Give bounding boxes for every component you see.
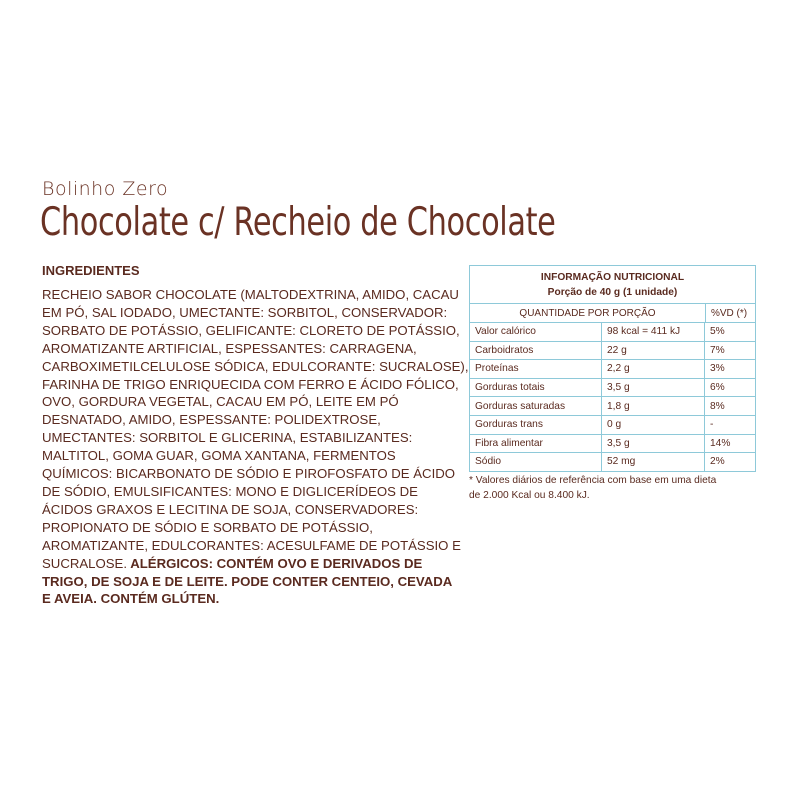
ingredients-line: QUÍMICOS: BICARBONATO DE SÓDIO E PIROFOSFATO DE ÁCIDO — [42, 466, 456, 482]
nutrition-row — [470, 323, 755, 342]
nutrient-name: Carboidratos — [470, 342, 602, 360]
ingredients-line: PROPIONATO DE SÓDIO E SORBATO DE POTÁSSIO, — [42, 519, 373, 535]
product-subtitle: Bolinho Zero — [42, 178, 169, 200]
nutrition-row — [470, 360, 755, 379]
ingredients-line — [42, 555, 472, 573]
ingredients-line: AROMATIZANTE, EDULCORANTES: ACESULFAME DE POTÁSSIO E — [42, 537, 461, 553]
nutrition-table-header — [470, 266, 755, 304]
allergen-warning: TRIGO, DE SOJA E DE LEITE. PODE CONTER CENTEIO, CEVADA — [42, 573, 453, 589]
col-quantity-header: QUANTIDADE POR PORÇÃO — [470, 304, 706, 322]
ingredients-last-text: SUCRALOSE. — [42, 555, 128, 571]
nutrient-vd: 5% — [710, 326, 725, 338]
nutrition-table — [469, 265, 756, 472]
nutrient-amount: 0 g — [602, 416, 705, 434]
ingredients-line: RECHEIO SABOR CHOCOLATE (MALTODEXTRINA, AMIDO, CACAU — [42, 287, 459, 302]
nutrient-vd: 8% — [710, 400, 725, 412]
nutrient-amount: 1,8 g — [602, 397, 705, 415]
ingredients-line: SORBATO DE POTÁSSIO, GELIFICANTE: CLORETO DE POTÁSSIO, — [42, 322, 460, 338]
nutrient-amount: 3,5 g — [602, 379, 705, 397]
nutrient-vd: 6% — [710, 382, 725, 394]
nutrient-amount: 22 g — [602, 342, 705, 360]
nutrition-row — [470, 435, 755, 454]
ingredients-line: CARBOXIMETILCELULOSE SÓDICA, EDULCORANTE: SUCRALOSE), — [42, 358, 469, 374]
nutrient-vd: - — [710, 419, 714, 431]
ingredients-text — [42, 286, 472, 608]
nutrition-row — [470, 453, 755, 471]
nutrition-portion: Porção de 40 g (1 unidade) — [547, 287, 678, 298]
nutrient-name: Sódio — [470, 453, 602, 471]
nutrient-name: Fibra alimentar — [470, 435, 602, 453]
ingredients-line: MALTITOL, GOMA GUAR, GOMA XANTANA, FERMENTOS — [42, 448, 396, 464]
nutrient-vd: 14% — [710, 437, 731, 449]
nutrient-vd: 7% — [710, 344, 725, 356]
nutrition-footnote — [469, 474, 769, 503]
nutrition-title: INFORMAÇÃO NUTRICIONAL — [540, 272, 685, 283]
footnote-line: de 2.000 Kcal ou 8.400 kJ. — [469, 489, 590, 501]
ingredients-heading: INGREDIENTES — [42, 263, 140, 278]
allergen-warning: E AVEIA. CONTÉM GLÚTEN. — [42, 591, 220, 607]
footnote-line: * Valores diários de referência com base em uma dieta — [469, 475, 717, 486]
nutrient-vd: 2% — [710, 456, 725, 468]
nutrition-row — [470, 342, 755, 361]
ingredients-line: AROMATIZANTE ARTIFICIAL, ESPESSANTES: CARRAGENA, — [42, 340, 417, 356]
col-vd-header: %VD (*) — [711, 307, 748, 319]
ingredients-line: UMECTANTES: SORBITOL E GLICERINA, ESTABILIZANTES: — [42, 430, 413, 446]
ingredients-line: EM PÓ, SAL IODADO, UMECTANTE: SORBITOL, CONSERVADOR: — [42, 304, 448, 320]
nutrition-column-headers — [470, 304, 755, 323]
nutrient-vd: 3% — [710, 363, 725, 375]
nutrition-row — [470, 397, 755, 416]
nutrition-row — [470, 379, 755, 398]
nutrient-name: Gorduras totais — [470, 379, 602, 397]
ingredients-line: OVO, GORDURA VEGETAL, CACAU EM PÓ, LEITE EM PÓ — [42, 394, 399, 410]
nutrient-amount: 2,2 g — [602, 360, 705, 378]
allergen-warning: ALÉRGICOS: CONTÉM OVO E DERIVADOS DE — [127, 555, 423, 571]
nutrient-amount: 98 kcal = 411 kJ — [602, 323, 705, 341]
ingredients-line: DE SÓDIO, EMULSIFICANTES: MONO E DIGLICERÍDEOS DE — [42, 483, 418, 499]
nutrient-name: Gorduras saturadas — [470, 397, 602, 415]
nutrient-name: Valor calórico — [470, 323, 602, 341]
nutrient-name: Proteínas — [470, 360, 602, 378]
ingredients-line: ÁCIDOS GRAXOS E LECITINA DE SOJA, CONSERVADORES: — [42, 501, 419, 517]
ingredients-line: DESNATADO, AMIDO, ESPESSANTE: POLIDEXTROSE, — [42, 412, 381, 428]
ingredients-line: FARINHA DE TRIGO ENRIQUECIDA COM FERRO E ÁCIDO FÓLICO, — [42, 376, 459, 392]
nutrition-row — [470, 416, 755, 435]
nutrient-name: Gorduras trans — [470, 416, 602, 434]
nutrient-amount: 3,5 g — [602, 435, 705, 453]
product-title: Chocolate c/ Recheio de Chocolate — [40, 200, 556, 245]
nutrient-amount: 52 mg — [602, 453, 705, 471]
